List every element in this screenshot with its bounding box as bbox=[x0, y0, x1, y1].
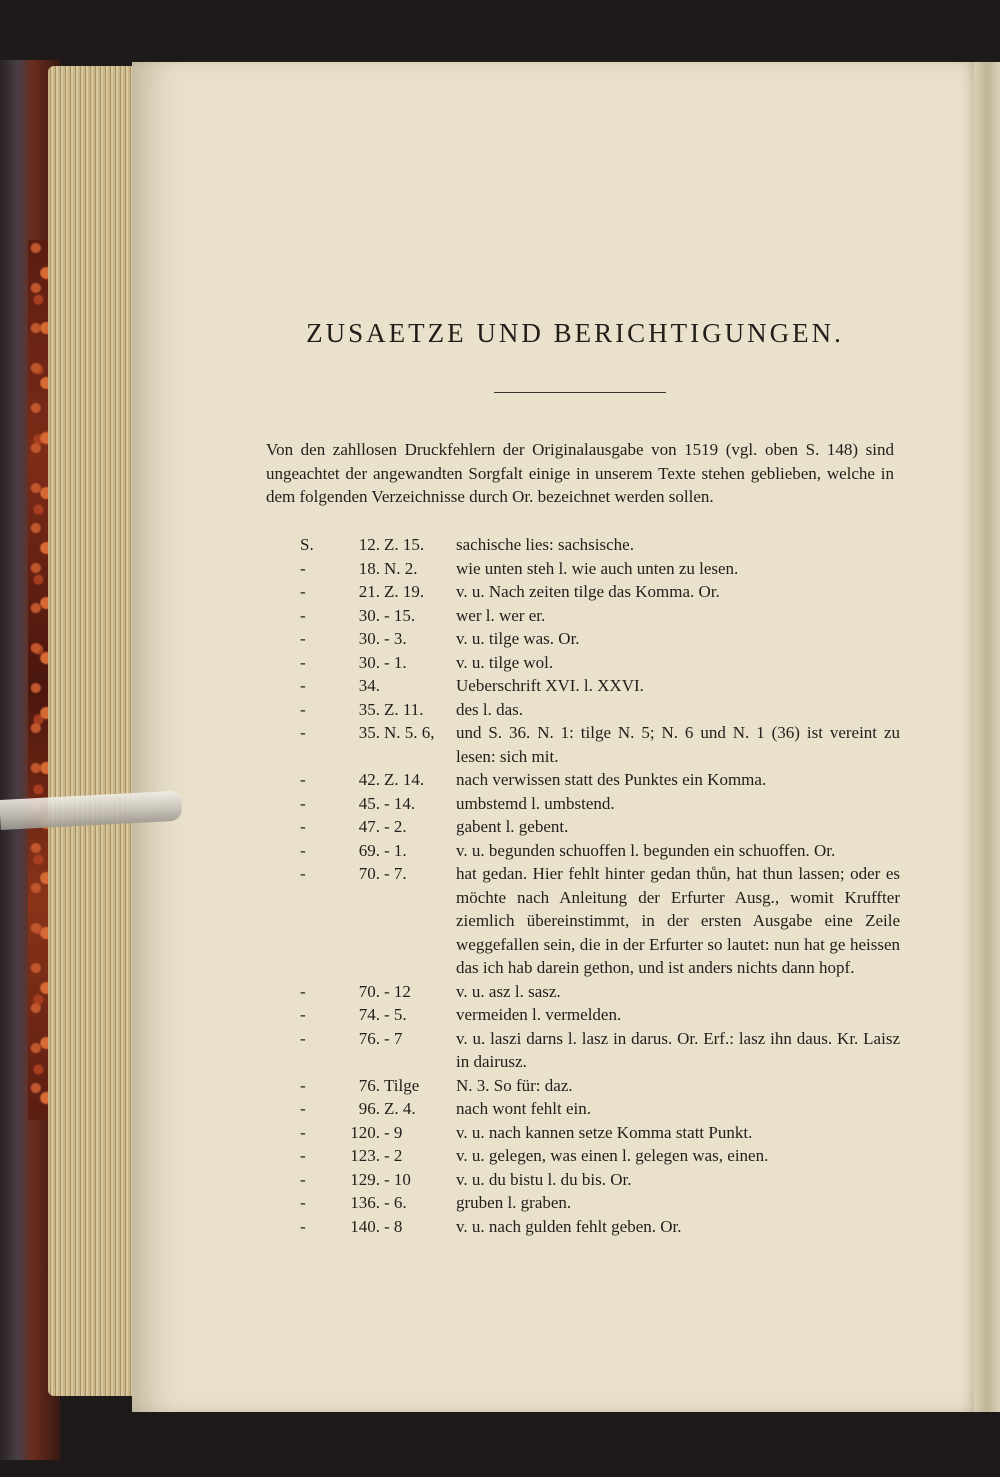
entry-line bbox=[384, 674, 456, 698]
entry-line: - 6. bbox=[384, 1193, 407, 1212]
errata-entry bbox=[300, 533, 900, 557]
entry-prefix: - bbox=[300, 1216, 306, 1236]
entry-line: Z. 19. bbox=[384, 582, 425, 601]
entry-line: - 7. bbox=[384, 864, 407, 883]
errata-entry bbox=[300, 721, 900, 768]
entry-page: 30. bbox=[358, 652, 380, 672]
entry-prefix: S. bbox=[300, 535, 314, 554]
entry-text: v. u. nach gulden fehlt geben. Or. bbox=[456, 1216, 682, 1236]
entry-text: v. u. begunden schuoffen l. begunden ein schuoffen. Or. bbox=[456, 840, 836, 860]
entry-line: Z. 4. bbox=[384, 1099, 416, 1118]
errata-entry bbox=[300, 768, 900, 792]
entry-page: 120. bbox=[350, 1122, 380, 1142]
errata-entry bbox=[300, 557, 900, 581]
entry-prefix: - bbox=[300, 1075, 306, 1095]
entry-line: - 1. bbox=[384, 840, 407, 860]
entry-page: 21. bbox=[358, 582, 380, 601]
entry-page: 96. bbox=[358, 1099, 380, 1118]
entry-page: 35. bbox=[358, 723, 380, 742]
errata-entry bbox=[300, 604, 900, 628]
entry-prefix: - bbox=[300, 558, 306, 578]
entry-text: sachische lies: sachsische. bbox=[456, 535, 634, 554]
entry-text: wie unten steh l. wie auch unten zu lesen. bbox=[456, 558, 739, 578]
errata-entry bbox=[300, 1003, 900, 1027]
errata-entry bbox=[300, 580, 900, 604]
entry-prefix: - bbox=[300, 1146, 306, 1165]
entry-line: - 1. bbox=[384, 652, 407, 672]
entry-prefix: - bbox=[300, 652, 306, 672]
entry-page: 34. bbox=[358, 676, 380, 695]
entry-line: - 2 bbox=[384, 1146, 403, 1165]
entry-line: - 5. bbox=[384, 1005, 407, 1024]
entry-text: v. u. tilge wol. bbox=[456, 652, 554, 672]
entry-line: - 14. bbox=[384, 793, 416, 813]
entry-line: - 7 bbox=[384, 1028, 403, 1048]
entry-prefix: - bbox=[300, 605, 306, 625]
entry-page: 18. bbox=[358, 558, 380, 578]
entry-text: und S. 36. N. 1: tilge N. 5; N. 6 und N. 1 (36) ist vereint zu lesen: sich mit. bbox=[456, 723, 900, 766]
entry-page: 30. bbox=[358, 605, 380, 625]
errata-entry bbox=[300, 1215, 900, 1239]
errata-entry bbox=[300, 1097, 900, 1121]
entry-prefix: - bbox=[300, 629, 306, 648]
entry-line: - 12 bbox=[384, 981, 411, 1001]
entry-page: 35. bbox=[358, 699, 380, 719]
entry-text: hat gedan. Hier fehlt hinter gedan thůn, hat thun lassen; oder es möchte nach Anleitung der Erfurter Ausg., womit Kruffter ziemlich übereinstimmt, in der ersten Ausgabe eine Zeile weggefallen sein, die in der Erfurter so lautet: nun hat ge heissen das ich hab darein gethon, und ist anders nichts dann hopf. bbox=[456, 864, 900, 977]
entry-page: 47. bbox=[358, 817, 380, 836]
entry-prefix: - bbox=[300, 582, 306, 601]
errata-entry bbox=[300, 839, 900, 863]
entry-text: v. u. nach kannen setze Komma statt Punkt. bbox=[456, 1122, 753, 1142]
errata-entry bbox=[300, 1168, 900, 1192]
errata-entry bbox=[300, 862, 900, 980]
entry-text: des l. das. bbox=[456, 699, 524, 719]
errata-entry bbox=[300, 651, 900, 675]
errata-entry bbox=[300, 698, 900, 722]
entry-page: 76. bbox=[358, 1075, 380, 1095]
entry-page: 76. bbox=[358, 1028, 380, 1048]
entry-prefix: - bbox=[300, 981, 306, 1001]
entry-text: v. u. asz l. sasz. bbox=[456, 981, 561, 1001]
errata-entry bbox=[300, 1144, 900, 1168]
show-through-text bbox=[262, 175, 912, 435]
entry-text: gabent l. gebent. bbox=[456, 817, 569, 836]
entry-line: - 8 bbox=[384, 1216, 403, 1236]
entry-prefix: - bbox=[300, 817, 306, 836]
entry-page: 136. bbox=[350, 1193, 380, 1212]
entry-page: 45. bbox=[358, 793, 380, 813]
entry-prefix: - bbox=[300, 840, 306, 860]
entry-page: 30. bbox=[358, 629, 380, 648]
entry-text: nach verwissen statt des Punktes ein Komma. bbox=[456, 770, 767, 789]
entry-prefix: - bbox=[300, 1193, 306, 1212]
entry-page: 140. bbox=[350, 1216, 380, 1236]
entry-text: v. u. laszi darns l. lasz in darus. Or. Erf.: lasz ihn daus. Kr. Laisz in dairusz. bbox=[456, 1028, 900, 1071]
entry-text: v. u. du bistu l. du bis. Or. bbox=[456, 1169, 632, 1189]
title-rule bbox=[494, 392, 666, 393]
entry-page: 129. bbox=[350, 1169, 380, 1189]
errata-entry bbox=[300, 1027, 900, 1074]
errata-entry bbox=[300, 815, 900, 839]
entry-page: 42. bbox=[358, 770, 380, 789]
errata-entry bbox=[300, 1191, 900, 1215]
errata-entry bbox=[300, 627, 900, 651]
errata-entry bbox=[300, 1074, 900, 1098]
entry-prefix: - bbox=[300, 1122, 306, 1142]
entry-text: Ueberschrift XVI. l. XXVI. bbox=[456, 676, 644, 695]
errata-entry bbox=[300, 792, 900, 816]
entry-prefix: - bbox=[300, 770, 306, 789]
entry-page: 123. bbox=[350, 1146, 380, 1165]
entry-text: v. u. gelegen, was einen l. gelegen was, einen. bbox=[456, 1146, 769, 1165]
entry-prefix: - bbox=[300, 1005, 306, 1024]
page-title: ZUSAETZE UND BERICHTIGUNGEN. bbox=[306, 318, 844, 348]
entry-text: wer l. wer er. bbox=[456, 605, 546, 625]
entry-text: vermeiden l. vermelden. bbox=[456, 1005, 622, 1024]
errata-entry bbox=[300, 1121, 900, 1145]
errata-entry bbox=[300, 674, 900, 698]
entry-page: 12. bbox=[358, 535, 380, 554]
errata-entry bbox=[300, 980, 900, 1004]
entry-page: 74. bbox=[358, 1005, 380, 1024]
entry-line: - 15. bbox=[384, 605, 416, 625]
entry-text: v. u. tilge was. Or. bbox=[456, 629, 580, 648]
entry-prefix: - bbox=[300, 676, 306, 695]
entry-page: 70. bbox=[358, 981, 380, 1001]
entry-line: - 10 bbox=[384, 1169, 411, 1189]
entry-prefix: - bbox=[300, 793, 306, 813]
entry-line: Z. 11. bbox=[384, 699, 424, 719]
entry-line: Z. 14. bbox=[384, 770, 425, 789]
entry-line: Z. 15. bbox=[384, 535, 425, 554]
entry-prefix: - bbox=[300, 1169, 306, 1189]
entry-page: 69. bbox=[358, 840, 380, 860]
entry-line: Tilge bbox=[384, 1075, 420, 1095]
intro-paragraph: Von den zahllosen Druckfehlern der Originalausgabe von 1519 (vgl. oben S. 148) sind ungeachtet der angewandten Sorgfalt einige in unserem Texte stehen geblieben, welche in dem folgenden Verzeichnisse durch Or. bezeichnet werden sollen. bbox=[266, 440, 894, 506]
entry-line: - 2. bbox=[384, 817, 407, 836]
entry-prefix: - bbox=[300, 1028, 306, 1048]
entry-line: N. 2. bbox=[384, 558, 418, 578]
entry-line: - 3. bbox=[384, 629, 407, 648]
entry-line: - 9 bbox=[384, 1122, 403, 1142]
entry-prefix: - bbox=[300, 1099, 306, 1118]
entry-prefix: - bbox=[300, 864, 306, 883]
facing-page-edge bbox=[974, 62, 1000, 1412]
errata-list bbox=[300, 533, 900, 1238]
page-edges bbox=[48, 66, 134, 1396]
entry-text: v. u. Nach zeiten tilge das Komma. Or. bbox=[456, 582, 720, 601]
entry-prefix: - bbox=[300, 699, 306, 719]
entry-text: nach wont fehlt ein. bbox=[456, 1099, 592, 1118]
entry-prefix: - bbox=[300, 723, 306, 742]
entry-page: 70. bbox=[358, 864, 380, 883]
entry-text: umbstemd l. umbstend. bbox=[456, 793, 615, 813]
entry-line: N. 5. 6, bbox=[384, 723, 435, 742]
entry-text: N. 3. So für: daz. bbox=[456, 1075, 573, 1095]
entry-text: gruben l. graben. bbox=[456, 1193, 572, 1212]
